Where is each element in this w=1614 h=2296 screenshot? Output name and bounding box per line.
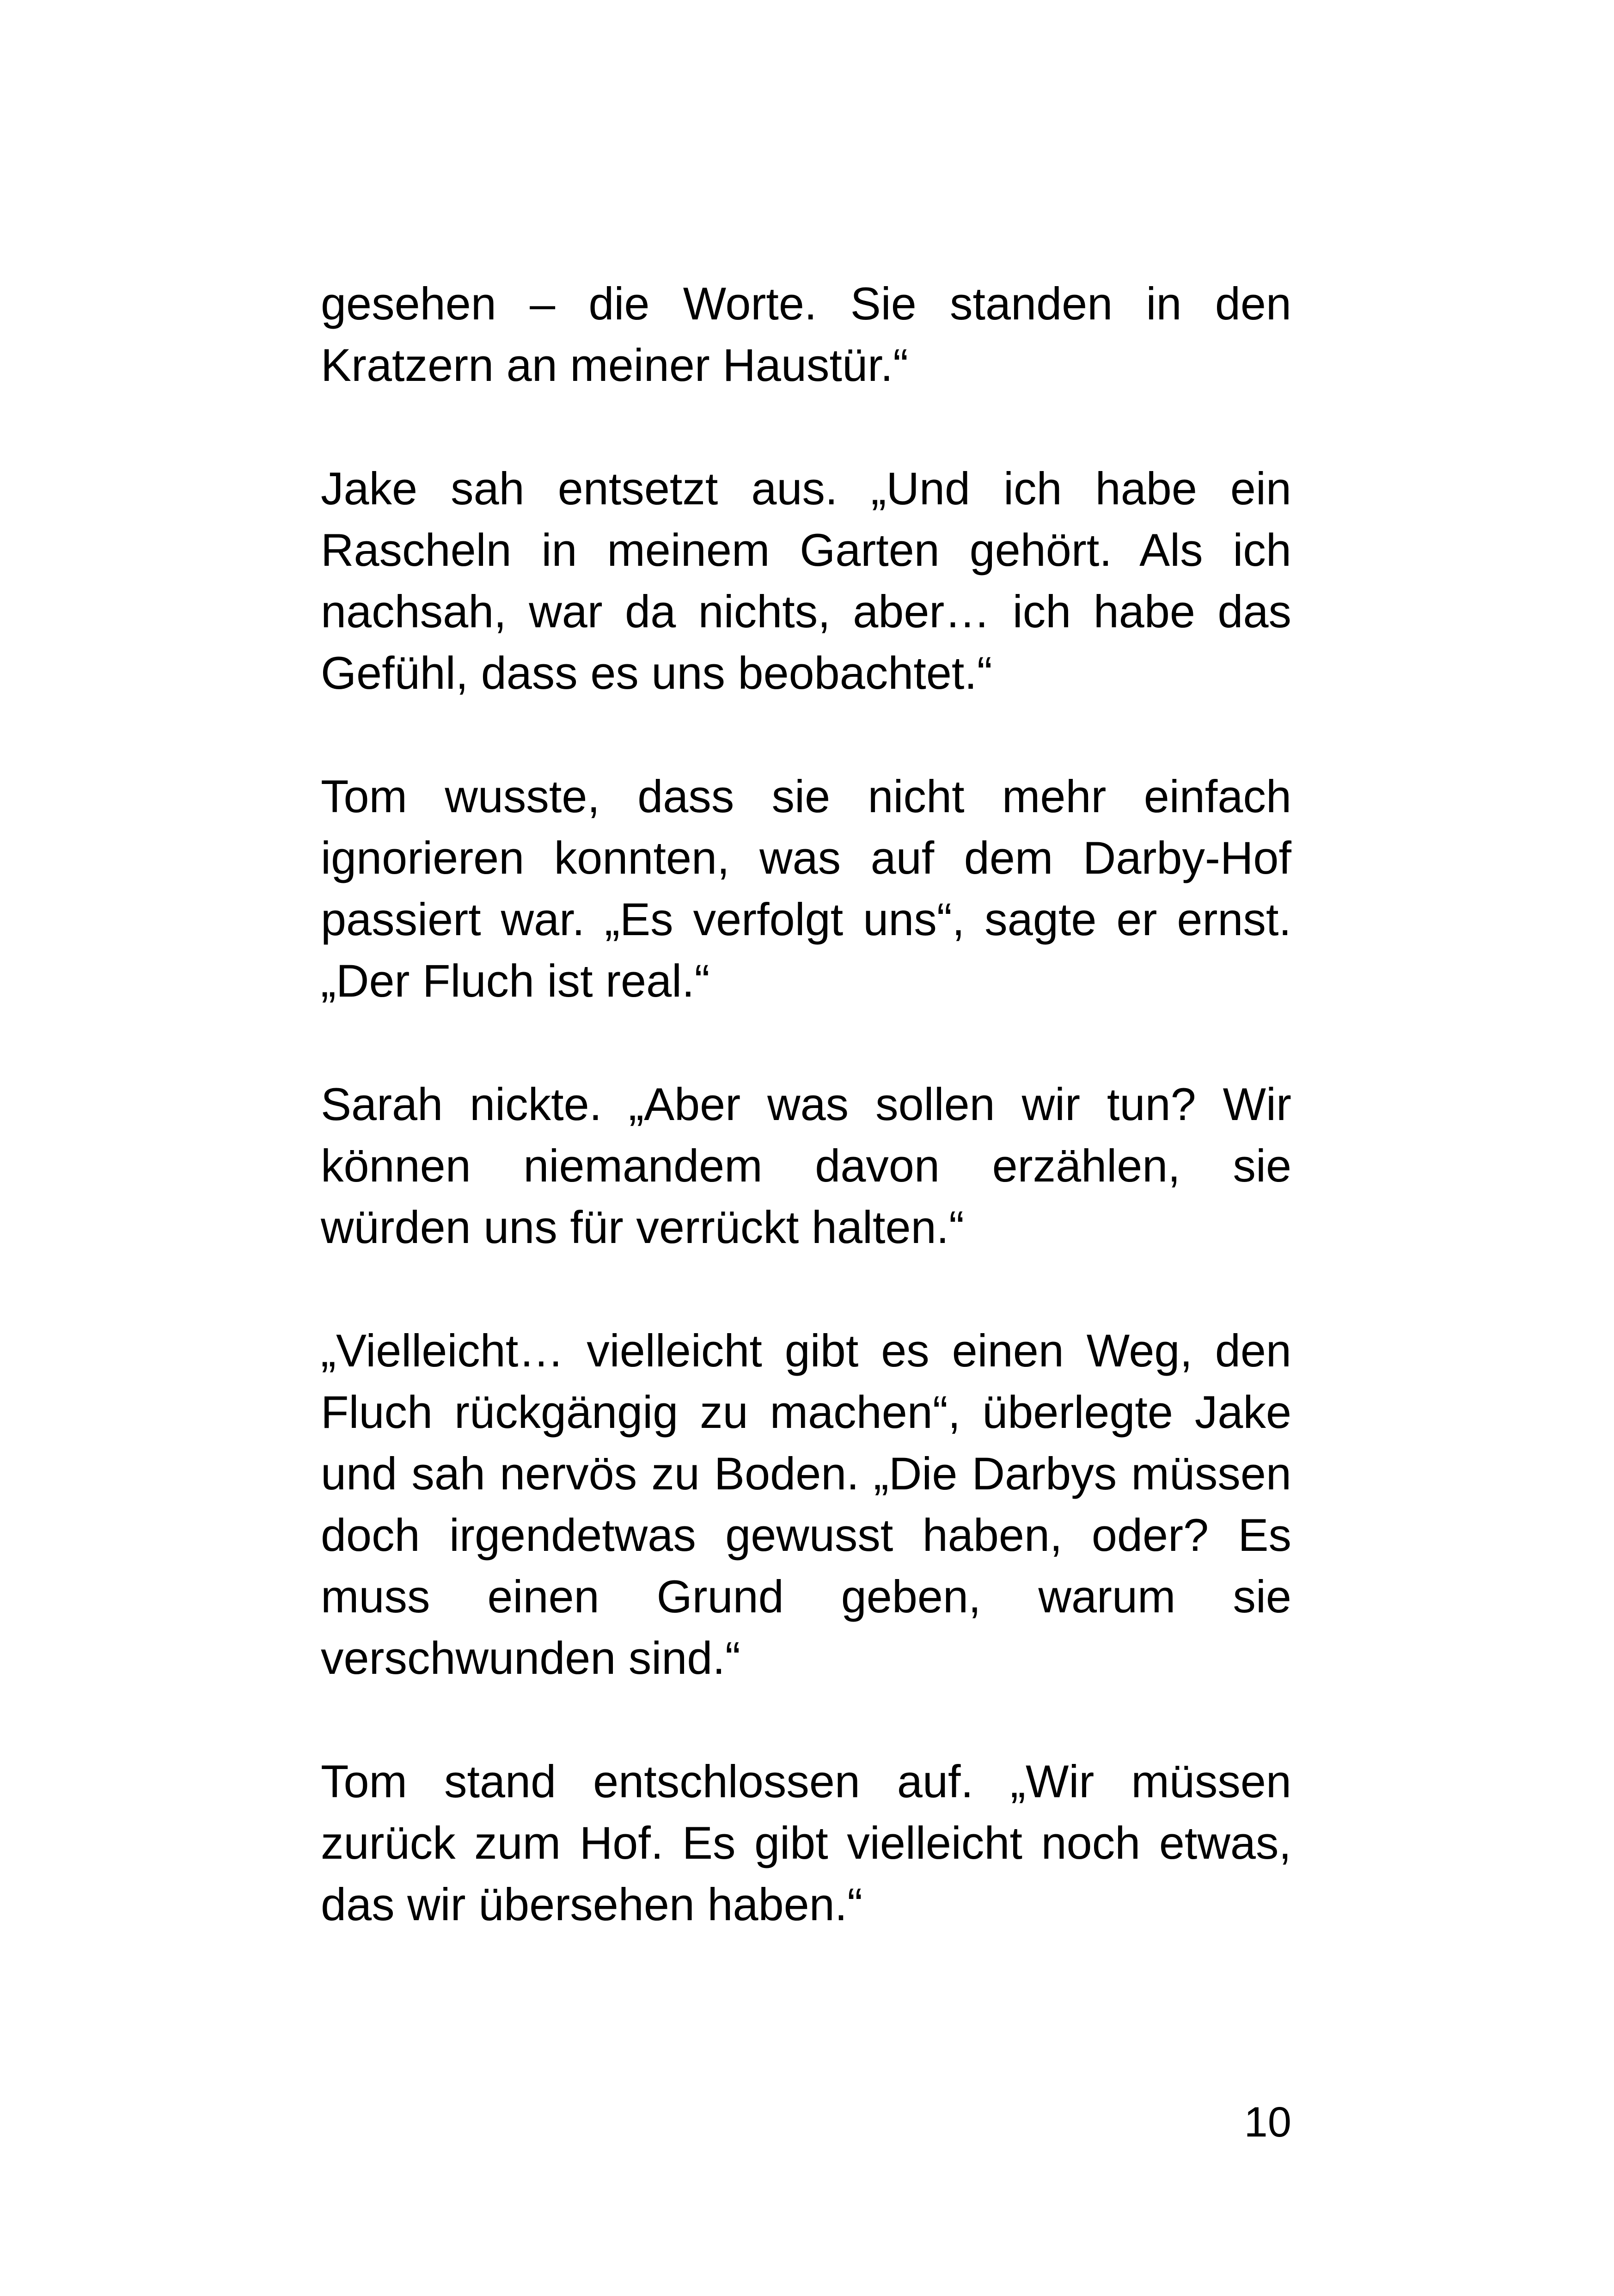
page-body-text xyxy=(321,273,1291,1935)
paragraph-5: „Vielleicht… vielleicht gibt es einen Weg, den Fluch rückgängig zu machen“, überlegte Jake und sah nervös zu Boden. „Die Darbys müssen doch irgendetwas gewusst haben, oder? Es muss einen Grund geben, warum sie verschwunden sind.“ xyxy=(321,1325,1291,1684)
page-number: 10 xyxy=(1244,2099,1291,2146)
paragraph-1: gesehen – die Worte. Sie standen in den Kratzern an meiner Haustür.“ xyxy=(321,278,1291,391)
paragraph-4: Sarah nickte. „Aber was sollen wir tun? Wir können niemandem davon erzählen, sie würden uns für verrückt halten.“ xyxy=(321,1078,1291,1253)
paragraph-2: Jake sah entsetzt aus. „Und ich habe ein Rascheln in meinem Garten gehört. Als ich nachsah, war da nichts, aber… ich habe das Gefühl, dass es uns beobachtet.“ xyxy=(321,463,1291,698)
paragraph-6: Tom stand entschlossen auf. „Wir müssen zurück zum Hof. Es gibt vielleicht noch etwas, das wir übersehen haben.“ xyxy=(321,1756,1291,1930)
paragraph-3: Tom wusste, dass sie nicht mehr einfach ignorieren konnten, was auf dem Darby-Hof passiert war. „Es verfolgt uns“, sagte er ernst. „Der Fluch ist real.“ xyxy=(321,771,1291,1006)
